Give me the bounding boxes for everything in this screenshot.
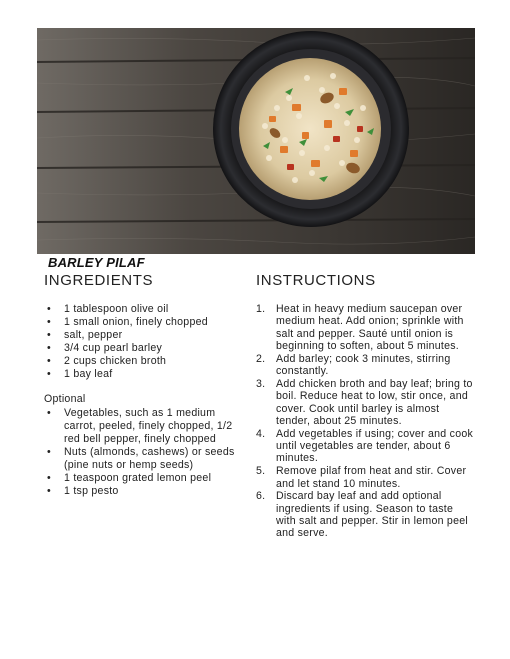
optional-label: Optional xyxy=(44,393,86,405)
ingredients-list xyxy=(44,303,249,381)
step-text: Add chicken broth and bay leaf; bring to boil. Reduce heat to low, stir once, and cover. Cook until barley is almost tender, about 25 minutes. xyxy=(276,377,473,427)
recipe-photo xyxy=(37,28,475,254)
step-number: 5. xyxy=(256,465,266,478)
step-text: Add barley; cook 3 minutes, stirring constantly. xyxy=(276,352,451,378)
list-item: • 2 cups chicken broth xyxy=(44,355,249,368)
instruction-step xyxy=(256,303,476,352)
instruction-step xyxy=(256,378,476,427)
list-item: • 1 tablespoon olive oil xyxy=(44,303,249,316)
instruction-step xyxy=(256,465,476,490)
ingredients-heading: INGREDIENTS xyxy=(44,272,154,289)
list-item: • 1 bay leaf xyxy=(44,368,249,381)
list-item: • 1 teaspoon grated lemon peel xyxy=(44,472,249,485)
list-item: • Vegetables, such as 1 medium carrot, peeled, finely chopped, 1/2 red bell pepper, finely chopped xyxy=(44,407,249,446)
list-item: • Nuts (almonds, cashews) or seeds (pine nuts or hemp seeds) xyxy=(44,446,249,472)
list-item: • 1 tsp pesto xyxy=(44,485,249,498)
step-text: Heat in heavy medium saucepan over medium heat. Add onion; sprinkle with salt and pepper. Sauté until onion is beginning to soften, about 5 minutes. xyxy=(276,303,464,352)
instructions-list xyxy=(256,303,476,540)
instruction-step xyxy=(256,428,476,465)
instructions-heading: INSTRUCTIONS xyxy=(256,272,376,289)
instruction-step xyxy=(256,353,476,378)
recipe-title: BARLEY PILAF xyxy=(48,255,145,270)
list-item: • salt, pepper xyxy=(44,329,249,342)
step-number: 1. xyxy=(256,303,266,315)
optional-ingredients-list xyxy=(44,407,249,498)
instruction-step xyxy=(256,490,476,539)
step-number: 3. xyxy=(256,377,266,390)
step-text: Discard bay leaf and add optional ingredients if using. Season to taste with salt and pepper. Stir in lemon peel and serve. xyxy=(276,490,468,540)
step-text: Remove pilaf from heat and stir. Cover and let stand 10 minutes. xyxy=(276,465,467,490)
step-number: 2. xyxy=(256,352,266,365)
step-number: 6. xyxy=(256,490,266,503)
step-number: 4. xyxy=(256,427,266,440)
list-item: • 1 small onion, finely chopped xyxy=(44,316,249,329)
list-item: • 3/4 cup pearl barley xyxy=(44,342,249,355)
step-text: Add vegetables if using; cover and cook until vegetables are tender, about 6 minutes. xyxy=(276,427,474,465)
